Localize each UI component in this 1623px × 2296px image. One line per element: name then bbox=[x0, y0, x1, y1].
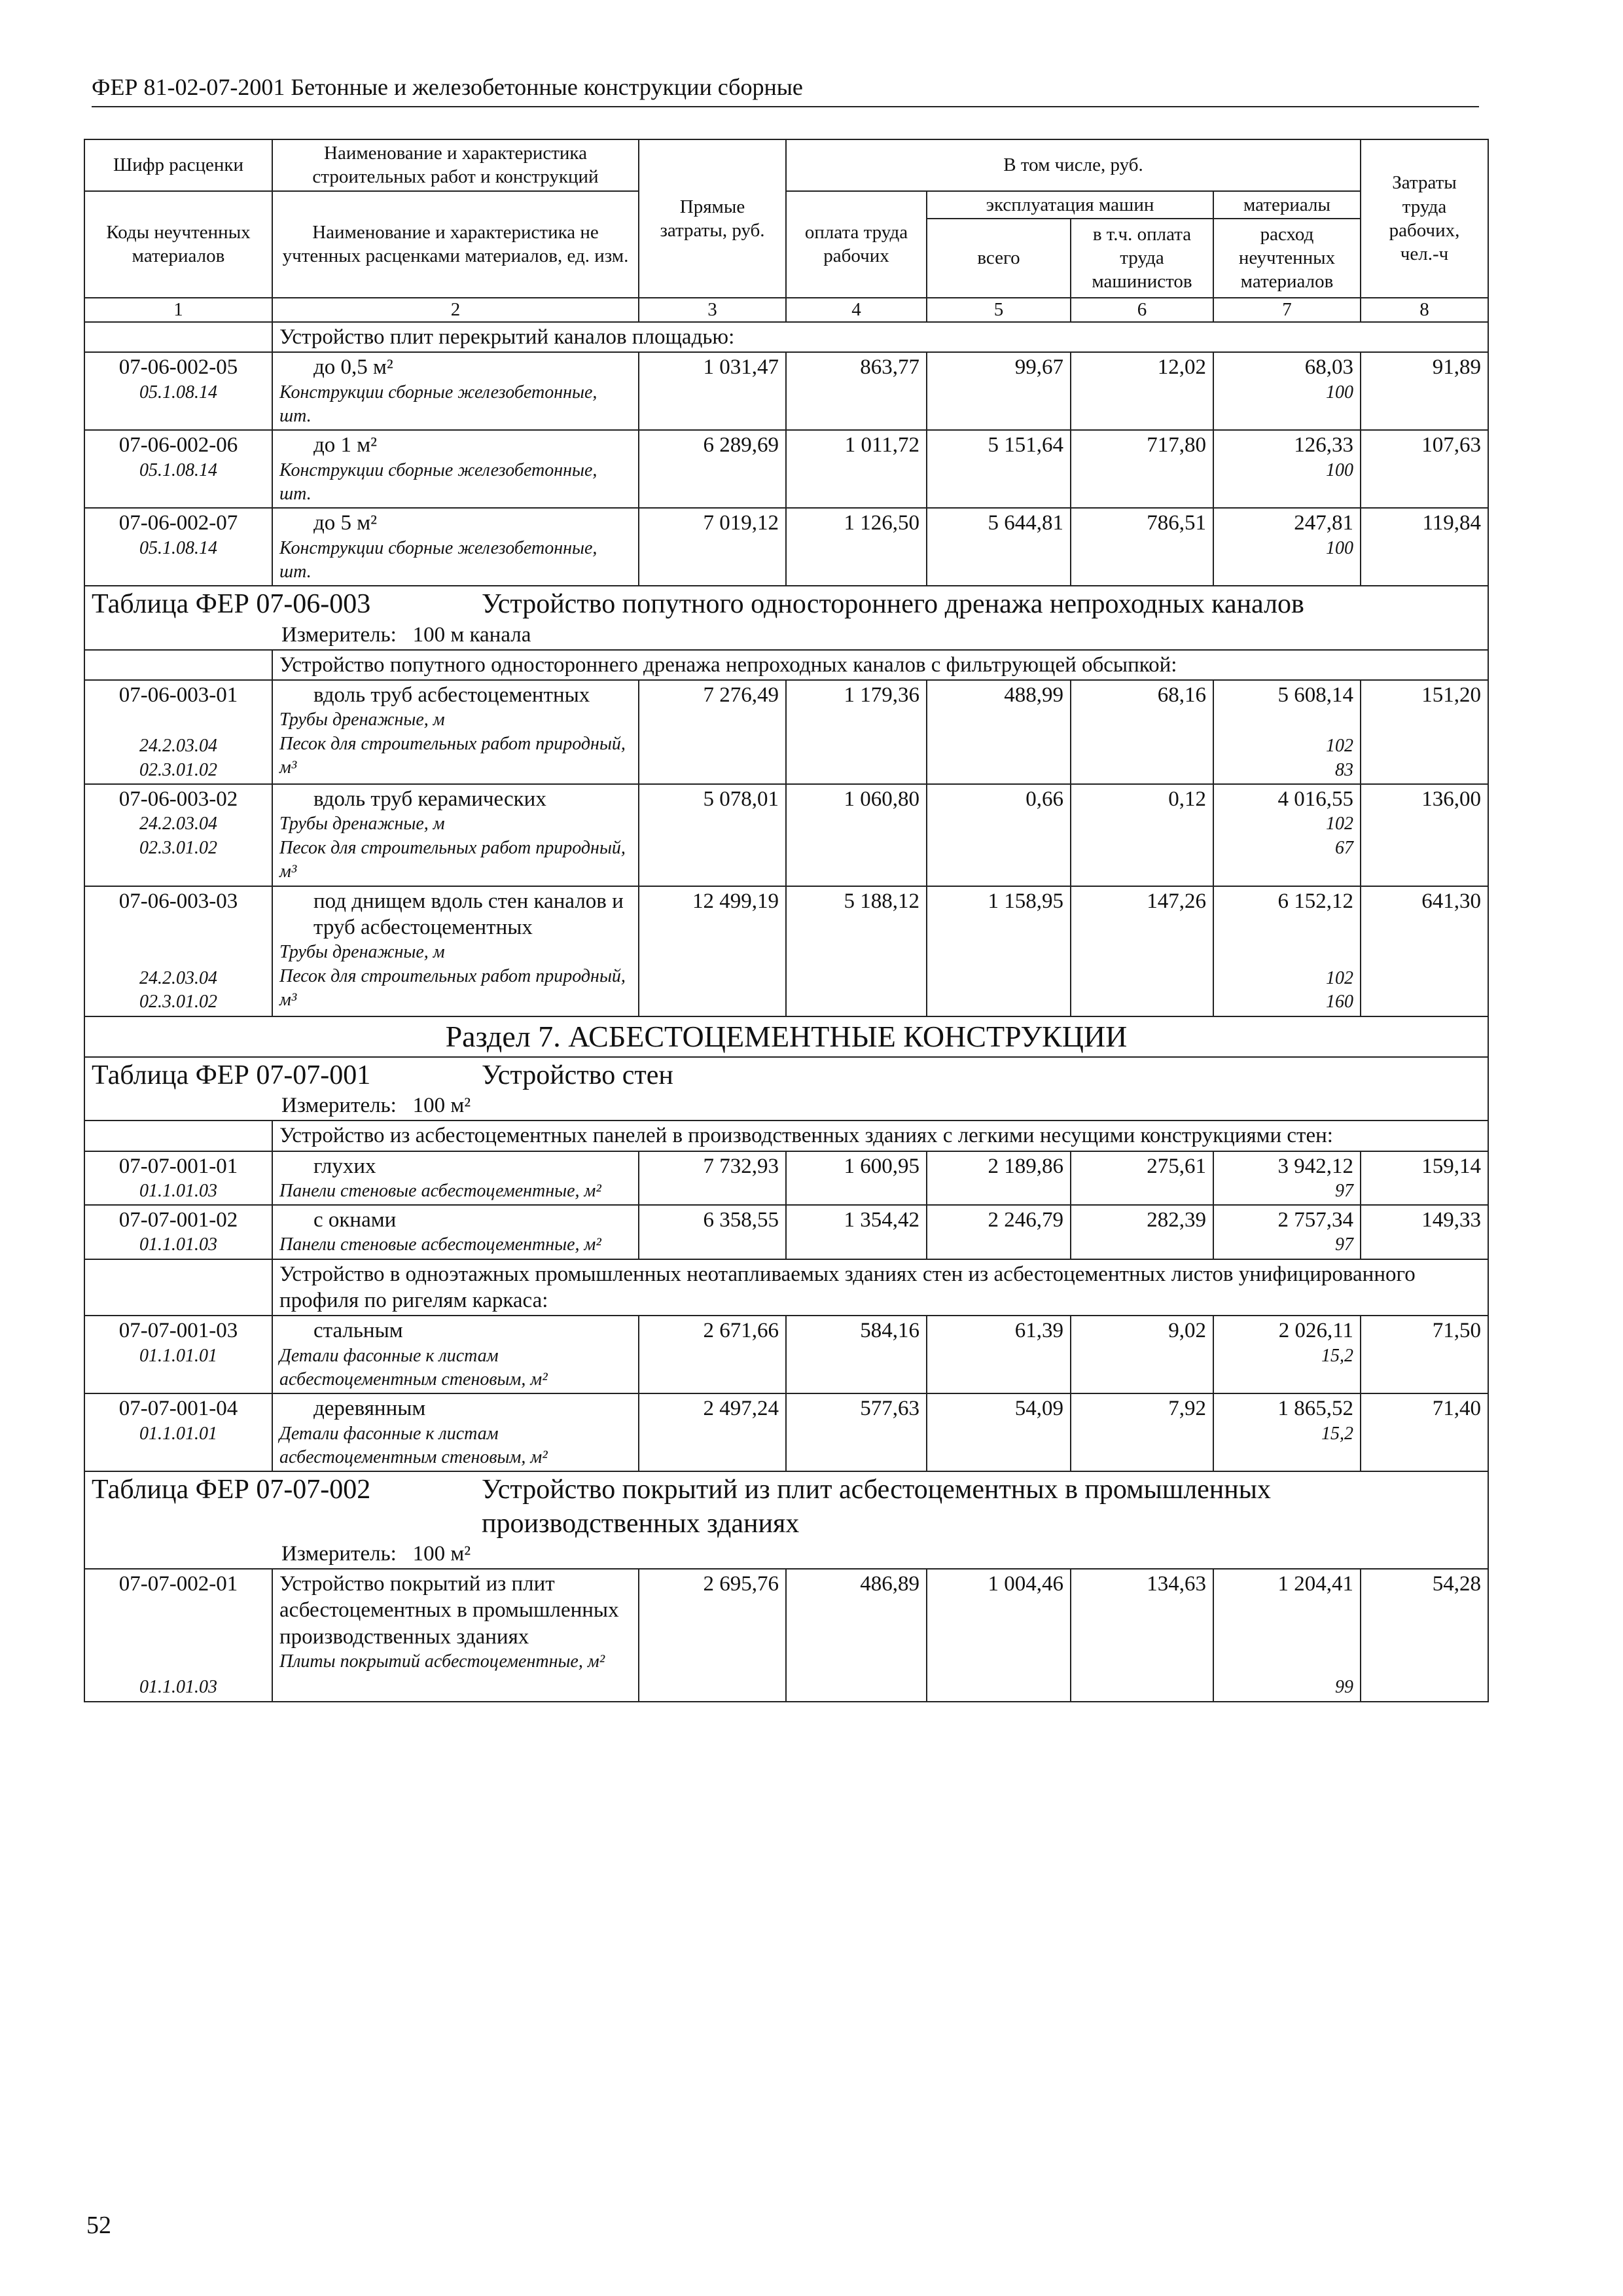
material-qty: 102 bbox=[1326, 736, 1353, 757]
labor-pay: 1 126,50 bbox=[786, 508, 927, 586]
rate-code: 07-06-003-01 bbox=[118, 683, 238, 708]
rate-name: до 0,5 м² bbox=[313, 355, 393, 380]
measure-label: Измеритель: bbox=[281, 1094, 397, 1118]
materials-cost: 4 016,55 bbox=[1277, 787, 1353, 812]
material-name: Конструкции сборные железобетонные, шт. bbox=[279, 459, 597, 505]
machines-total: 488,99 bbox=[927, 680, 1071, 784]
labor-costs: 151,20 bbox=[1361, 680, 1488, 784]
materials-cost: 126,33 bbox=[1294, 433, 1353, 457]
column-numbers-row bbox=[84, 298, 1488, 322]
material-name: Трубы дренажные, м bbox=[279, 709, 445, 730]
col-num: 5 bbox=[927, 298, 1071, 322]
rate-row bbox=[84, 1393, 1488, 1471]
rate-code: 07-06-002-05 bbox=[118, 355, 238, 380]
header-row-1 bbox=[84, 139, 1488, 191]
rate-name: до 5 м² bbox=[313, 511, 378, 535]
materials-cost: 247,81 bbox=[1294, 511, 1353, 535]
machinist-pay: 9,02 bbox=[1071, 1316, 1213, 1393]
rate-name: стальным bbox=[313, 1319, 403, 1343]
measure-label: Измеритель: bbox=[281, 622, 397, 647]
labor-costs: 91,89 bbox=[1361, 352, 1488, 430]
th-labor-pay: оплата труда рабочих bbox=[786, 191, 927, 298]
rate-name: глухих bbox=[313, 1154, 376, 1178]
material-code: 24.2.03.04 bbox=[139, 967, 217, 988]
labor-pay: 1 011,72 bbox=[786, 430, 927, 508]
materials-cost: 2 757,34 bbox=[1277, 1208, 1353, 1232]
labor-costs: 119,84 bbox=[1361, 508, 1488, 586]
materials-cost: 1 865,52 bbox=[1277, 1397, 1353, 1421]
material-code: 01.1.01.03 bbox=[139, 1677, 217, 1698]
rate-name: вдоль труб керамических bbox=[313, 787, 546, 812]
labor-pay: 486,89 bbox=[786, 1569, 927, 1702]
material-qty: 15,2 bbox=[1321, 1345, 1353, 1366]
material-name: Конструкции сборные железобетонные, шт. bbox=[279, 537, 597, 583]
table-title-row bbox=[84, 586, 1488, 649]
table-title-row bbox=[84, 1471, 1488, 1569]
machinist-pay: 147,26 bbox=[1071, 886, 1213, 1016]
material-qty: 99 bbox=[1335, 1677, 1353, 1698]
machines-total: 1 004,46 bbox=[927, 1569, 1071, 1702]
rate-code: 07-07-001-01 bbox=[118, 1154, 238, 1178]
labor-costs: 149,33 bbox=[1361, 1205, 1488, 1259]
direct-cost: 7 019,12 bbox=[639, 508, 786, 586]
section-title: Раздел 7. АСБЕСТОЦЕМЕНТНЫЕ КОНСТРУКЦИИ bbox=[84, 1016, 1488, 1057]
labor-costs: 107,63 bbox=[1361, 430, 1488, 508]
col-num: 1 bbox=[84, 298, 272, 322]
th-direct: Прямые затраты, руб. bbox=[639, 139, 786, 298]
machinist-pay: 275,61 bbox=[1071, 1151, 1213, 1206]
material-name: Песок для строительных работ природный, м³ bbox=[279, 733, 626, 778]
group-heading-row bbox=[84, 650, 1488, 680]
direct-cost: 7 732,93 bbox=[639, 1151, 786, 1206]
group-heading-row bbox=[84, 1259, 1488, 1316]
col-num: 6 bbox=[1071, 298, 1213, 322]
machines-total: 0,66 bbox=[927, 784, 1071, 886]
machinist-pay: 786,51 bbox=[1071, 508, 1213, 586]
col-num: 2 bbox=[272, 298, 639, 322]
materials-cost: 68,03 bbox=[1304, 355, 1353, 380]
direct-cost: 1 031,47 bbox=[639, 352, 786, 430]
material-qty: 97 bbox=[1335, 1234, 1353, 1255]
direct-cost: 12 499,19 bbox=[639, 886, 786, 1016]
th-labor-costs: Затраты труда рабочих, чел.-ч bbox=[1361, 139, 1488, 298]
material-qty: 100 bbox=[1326, 459, 1353, 480]
materials-cost: 2 026,11 bbox=[1278, 1319, 1353, 1343]
group-heading-row bbox=[84, 1121, 1488, 1151]
rate-code: 07-07-001-02 bbox=[118, 1208, 238, 1232]
material-qty: 102 bbox=[1326, 967, 1353, 988]
rate-name: с окнами bbox=[313, 1208, 397, 1232]
labor-costs: 136,00 bbox=[1361, 784, 1488, 886]
th-mat-codes: Коды неучтенных материалов bbox=[84, 191, 272, 298]
material-qty: 100 bbox=[1326, 382, 1353, 403]
measure-line bbox=[92, 622, 1481, 648]
header-row-2 bbox=[84, 191, 1488, 219]
rate-name: под днищем вдоль стен каналов и труб асбестоцементных bbox=[313, 889, 624, 939]
material-qty: 83 bbox=[1335, 759, 1353, 780]
material-name: Трубы дренажные, м bbox=[279, 814, 445, 834]
material-code: 05.1.08.14 bbox=[139, 537, 217, 558]
material-name: Песок для строительных работ природный, м³ bbox=[279, 965, 626, 1010]
machinist-pay: 282,39 bbox=[1071, 1205, 1213, 1259]
measure-line bbox=[92, 1541, 1481, 1567]
rate-code: 07-06-002-07 bbox=[118, 511, 238, 535]
th-machines: эксплуатация машин bbox=[927, 191, 1213, 219]
labor-pay: 1 600,95 bbox=[786, 1151, 927, 1206]
rate-row bbox=[84, 1569, 1488, 1702]
group-heading: Устройство плит перекрытий каналов площадью: bbox=[272, 322, 1488, 352]
material-code: 24.2.03.04 bbox=[139, 736, 217, 757]
rate-code: 07-06-003-02 bbox=[118, 787, 238, 812]
group-heading: Устройство из асбестоцементных панелей в производственных зданиях с легкими несущими конструкциями стен: bbox=[272, 1121, 1488, 1151]
machinist-pay: 68,16 bbox=[1071, 680, 1213, 784]
labor-pay: 584,16 bbox=[786, 1316, 927, 1393]
th-machines-total: всего bbox=[927, 219, 1071, 298]
rate-code: 07-06-003-03 bbox=[118, 889, 238, 913]
col-num: 4 bbox=[786, 298, 927, 322]
rate-row bbox=[84, 1316, 1488, 1393]
labor-pay: 863,77 bbox=[786, 352, 927, 430]
material-name: Панели стеновые асбестоцементные, м² bbox=[279, 1234, 601, 1255]
materials-cost: 1 204,41 bbox=[1277, 1572, 1353, 1596]
material-qty: 102 bbox=[1326, 814, 1353, 834]
direct-cost: 5 078,01 bbox=[639, 784, 786, 886]
measure-value: 100 м² bbox=[412, 1094, 471, 1118]
labor-costs: 54,28 bbox=[1361, 1569, 1488, 1702]
labor-costs: 71,50 bbox=[1361, 1316, 1488, 1393]
th-code: Шифр расценки bbox=[84, 139, 272, 191]
col-num: 7 bbox=[1213, 298, 1361, 322]
material-qty: 160 bbox=[1326, 992, 1353, 1013]
direct-cost: 7 276,49 bbox=[639, 680, 786, 784]
th-materials: материалы bbox=[1213, 191, 1361, 219]
measure-label: Измеритель: bbox=[281, 1541, 397, 1566]
machines-total: 2 246,79 bbox=[927, 1205, 1071, 1259]
materials-cost: 5 608,14 bbox=[1277, 683, 1353, 708]
material-code: 05.1.08.14 bbox=[139, 382, 217, 403]
rate-row bbox=[84, 430, 1488, 508]
th-incl: В том числе, руб. bbox=[786, 139, 1361, 191]
group-heading: Устройство попутного одностороннего дренажа непроходных каналов с фильтрующей обсыпкой: bbox=[272, 650, 1488, 680]
measure-line bbox=[92, 1092, 1481, 1119]
material-name: Песок для строительных работ природный, м³ bbox=[279, 837, 626, 882]
rate-code: 07-07-002-01 bbox=[118, 1572, 238, 1596]
page-header: ФЕР 81-02-07-2001 Бетонные и железобетонные конструкции сборные bbox=[92, 73, 1479, 107]
material-qty: 15,2 bbox=[1321, 1423, 1353, 1444]
material-code: 01.1.01.03 bbox=[139, 1234, 217, 1255]
rates-table bbox=[84, 139, 1489, 1702]
direct-cost: 2 695,76 bbox=[639, 1569, 786, 1702]
labor-costs: 159,14 bbox=[1361, 1151, 1488, 1206]
rate-row bbox=[84, 1151, 1488, 1206]
table-name: Таблица ФЕР 07-07-002 bbox=[92, 1475, 371, 1505]
direct-cost: 6 358,55 bbox=[639, 1205, 786, 1259]
machinist-pay: 134,63 bbox=[1071, 1569, 1213, 1702]
measure-value: 100 м канала bbox=[412, 622, 531, 647]
rate-code: 07-06-002-06 bbox=[118, 433, 238, 457]
rate-row bbox=[84, 784, 1488, 886]
rate-name: деревянным bbox=[313, 1397, 426, 1421]
material-name: Плиты покрытий асбестоцементные, м² bbox=[279, 1651, 605, 1672]
material-code: 02.3.01.02 bbox=[139, 992, 217, 1013]
rate-row bbox=[84, 508, 1488, 586]
materials-cost: 6 152,12 bbox=[1277, 889, 1353, 913]
material-name: Конструкции сборные железобетонные, шт. bbox=[279, 382, 597, 427]
rate-row bbox=[84, 886, 1488, 1016]
measure-value: 100 м² bbox=[412, 1541, 471, 1566]
table-description: Устройство покрытий из плит асбестоцементных в промышленных производственных зданиях bbox=[482, 1475, 1271, 1539]
col-num: 8 bbox=[1361, 298, 1488, 322]
machines-total: 5 644,81 bbox=[927, 508, 1071, 586]
machines-total: 61,39 bbox=[927, 1316, 1071, 1393]
material-code: 01.1.01.03 bbox=[139, 1180, 217, 1201]
machines-total: 99,67 bbox=[927, 352, 1071, 430]
table-description: Устройство попутного одностороннего дренажа непроходных каналов bbox=[482, 589, 1304, 620]
labor-pay: 1 060,80 bbox=[786, 784, 927, 886]
material-code: 01.1.01.01 bbox=[139, 1423, 217, 1444]
th-name: Наименование и характеристика строительных работ и конструкций bbox=[272, 139, 639, 191]
labor-pay: 5 188,12 bbox=[786, 886, 927, 1016]
machinist-pay: 717,80 bbox=[1071, 430, 1213, 508]
rate-row bbox=[84, 680, 1488, 784]
material-code: 02.3.01.02 bbox=[139, 837, 217, 858]
rate-name: Устройство покрытий из плит асбестоцементных в промышленных производственных зданиях bbox=[279, 1572, 619, 1649]
direct-cost: 6 289,69 bbox=[639, 430, 786, 508]
labor-pay: 1 354,42 bbox=[786, 1205, 927, 1259]
materials-cost: 3 942,12 bbox=[1277, 1154, 1353, 1178]
th-mat-names: Наименование и характеристика не учтенных расценками материалов, ед. изм. bbox=[272, 191, 639, 298]
rate-name: вдоль труб асбестоцементных bbox=[313, 683, 590, 708]
table-name: Таблица ФЕР 07-06-003 bbox=[92, 589, 371, 620]
material-qty: 97 bbox=[1335, 1180, 1353, 1201]
labor-costs: 71,40 bbox=[1361, 1393, 1488, 1471]
material-code: 02.3.01.02 bbox=[139, 759, 217, 780]
rate-code: 07-07-001-03 bbox=[118, 1319, 238, 1343]
rate-row bbox=[84, 1205, 1488, 1259]
section-title-row bbox=[84, 1016, 1488, 1057]
direct-cost: 2 497,24 bbox=[639, 1393, 786, 1471]
table-description: Устройство стен bbox=[482, 1060, 673, 1090]
material-qty: 100 bbox=[1326, 537, 1353, 558]
machines-total: 1 158,95 bbox=[927, 886, 1071, 1016]
th-materials-expense: расход неучтенных материалов bbox=[1213, 219, 1361, 298]
labor-pay: 1 179,36 bbox=[786, 680, 927, 784]
table-title-row bbox=[84, 1057, 1488, 1121]
rate-name: до 1 м² bbox=[313, 433, 378, 457]
material-name: Детали фасонные к листам асбестоцементным стеновым, м² bbox=[279, 1423, 548, 1467]
direct-cost: 2 671,66 bbox=[639, 1316, 786, 1393]
material-name: Трубы дренажные, м bbox=[279, 942, 445, 963]
machines-total: 5 151,64 bbox=[927, 430, 1071, 508]
material-code: 01.1.01.01 bbox=[139, 1345, 217, 1366]
machinist-pay: 0,12 bbox=[1071, 784, 1213, 886]
material-qty: 67 bbox=[1335, 837, 1353, 858]
group-heading: Устройство в одноэтажных промышленных неотапливаемых зданиях стен из асбестоцементных листов унифицированного профиля по ригелям каркаса: bbox=[272, 1259, 1488, 1316]
machines-total: 2 189,86 bbox=[927, 1151, 1071, 1206]
labor-pay: 577,63 bbox=[786, 1393, 927, 1471]
material-code: 24.2.03.04 bbox=[139, 814, 217, 834]
table-name: Таблица ФЕР 07-07-001 bbox=[92, 1060, 371, 1090]
group-heading-row bbox=[84, 322, 1488, 352]
material-name: Панели стеновые асбестоцементные, м² bbox=[279, 1180, 601, 1201]
rate-row bbox=[84, 352, 1488, 430]
machines-total: 54,09 bbox=[927, 1393, 1071, 1471]
rate-code: 07-07-001-04 bbox=[118, 1397, 238, 1421]
labor-costs: 641,30 bbox=[1361, 886, 1488, 1016]
page-number: 52 bbox=[86, 2212, 111, 2239]
material-name: Детали фасонные к листам асбестоцементным стеновым, м² bbox=[279, 1345, 548, 1390]
machinist-pay: 12,02 bbox=[1071, 352, 1213, 430]
th-machinist-pay: в т.ч. оплата труда машинистов bbox=[1071, 219, 1213, 298]
col-num: 3 bbox=[639, 298, 786, 322]
machinist-pay: 7,92 bbox=[1071, 1393, 1213, 1471]
material-code: 05.1.08.14 bbox=[139, 459, 217, 480]
